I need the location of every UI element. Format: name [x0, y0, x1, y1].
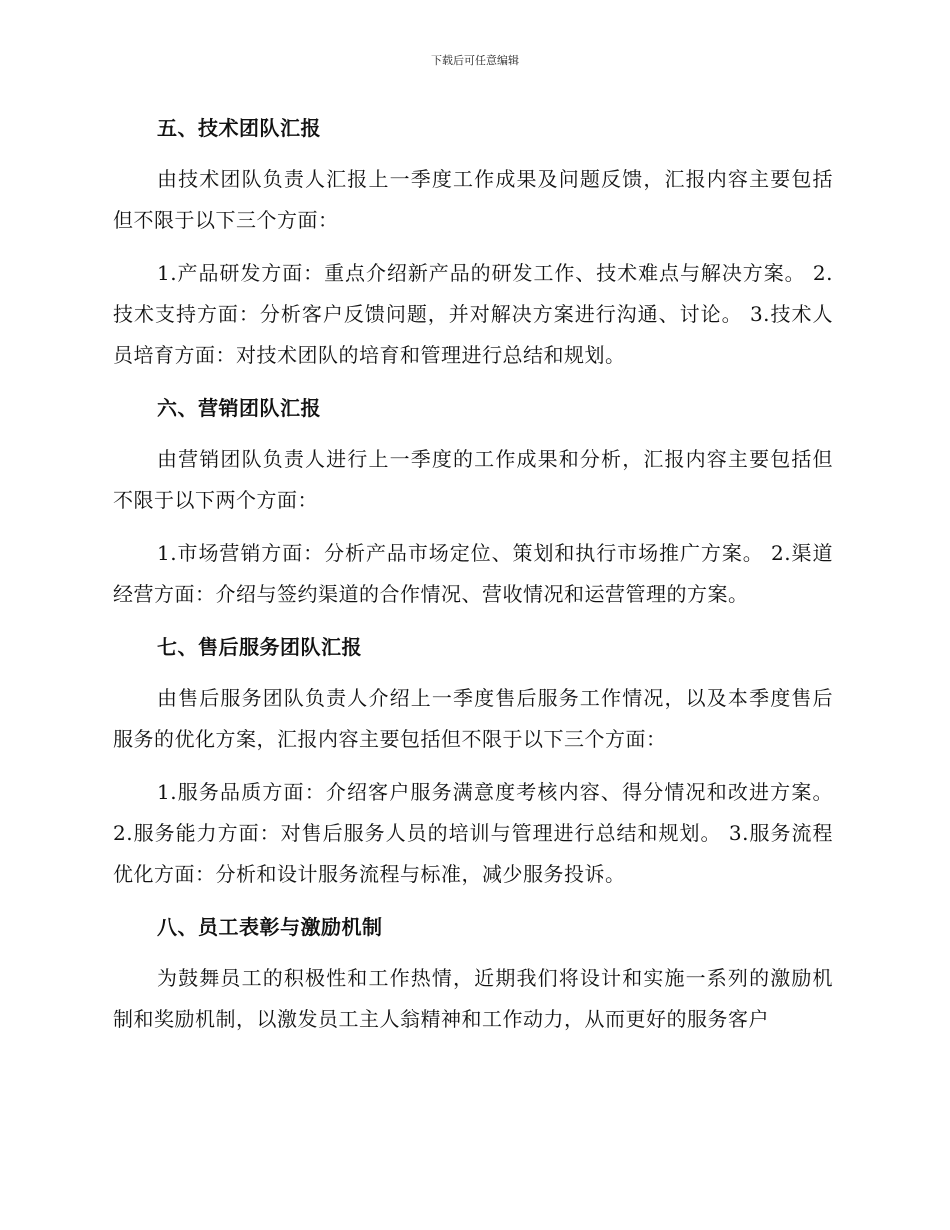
page-header: 下载后可任意编辑 — [431, 54, 519, 67]
paragraph: 1.市场营销方面：分析产品市场定位、策划和执行市场推广方案。 2.渠道经营方面：介绍与签约渠道的合作情况、营收情况和运营管理的方案。 — [113, 541, 833, 606]
paragraph: 由技术团队负责人汇报上一季度工作成果及问题反馈，汇报内容主要包括但不限于以下三个方面： — [113, 167, 833, 232]
paragraph: 为鼓舞员工的积极性和工作热情，近期我们将设计和实施一系列的激励机制和奖励机制，以激发员工主人翁精神和工作动力，从而更好的服务客户 — [113, 966, 833, 1031]
section-7 — [113, 627, 833, 895]
paragraph: 由售后服务团队负责人介绍上一季度售后服务工作情况，以及本季度售后服务的优化方案，汇报内容主要包括但不限于以下三个方面： — [113, 686, 833, 751]
section-5 — [113, 108, 833, 376]
document-body — [113, 108, 833, 1052]
paragraph: 1.服务品质方面：介绍客户服务满意度考核内容、得分情况和改进方案。 2.服务能力方面：对售后服务人员的培训与管理进行总结和规划。 3.服务流程优化方面：分析和设计服务流程与标准，减少服务投诉。 — [113, 780, 833, 886]
section-8 — [113, 907, 833, 1040]
paragraph: 由营销团队负责人进行上一季度的工作成果和分析，汇报内容主要包括但不限于以下两个方面： — [113, 447, 833, 512]
section-heading: 八、员工表彰与激励机制 — [157, 915, 383, 939]
section-6 — [113, 388, 833, 615]
section-heading: 七、售后服务团队汇报 — [157, 635, 362, 659]
section-heading: 五、技术团队汇报 — [157, 116, 321, 140]
paragraph: 1.产品研发方面：重点介绍新产品的研发工作、技术难点与解决方案。 2.技术支持方面：分析客户反馈问题，并对解决方案进行沟通、讨论。 3.技术人员培育方面：对技术团队的培育和管理进行总结和规划。 — [113, 261, 833, 367]
section-heading: 六、营销团队汇报 — [157, 396, 321, 420]
